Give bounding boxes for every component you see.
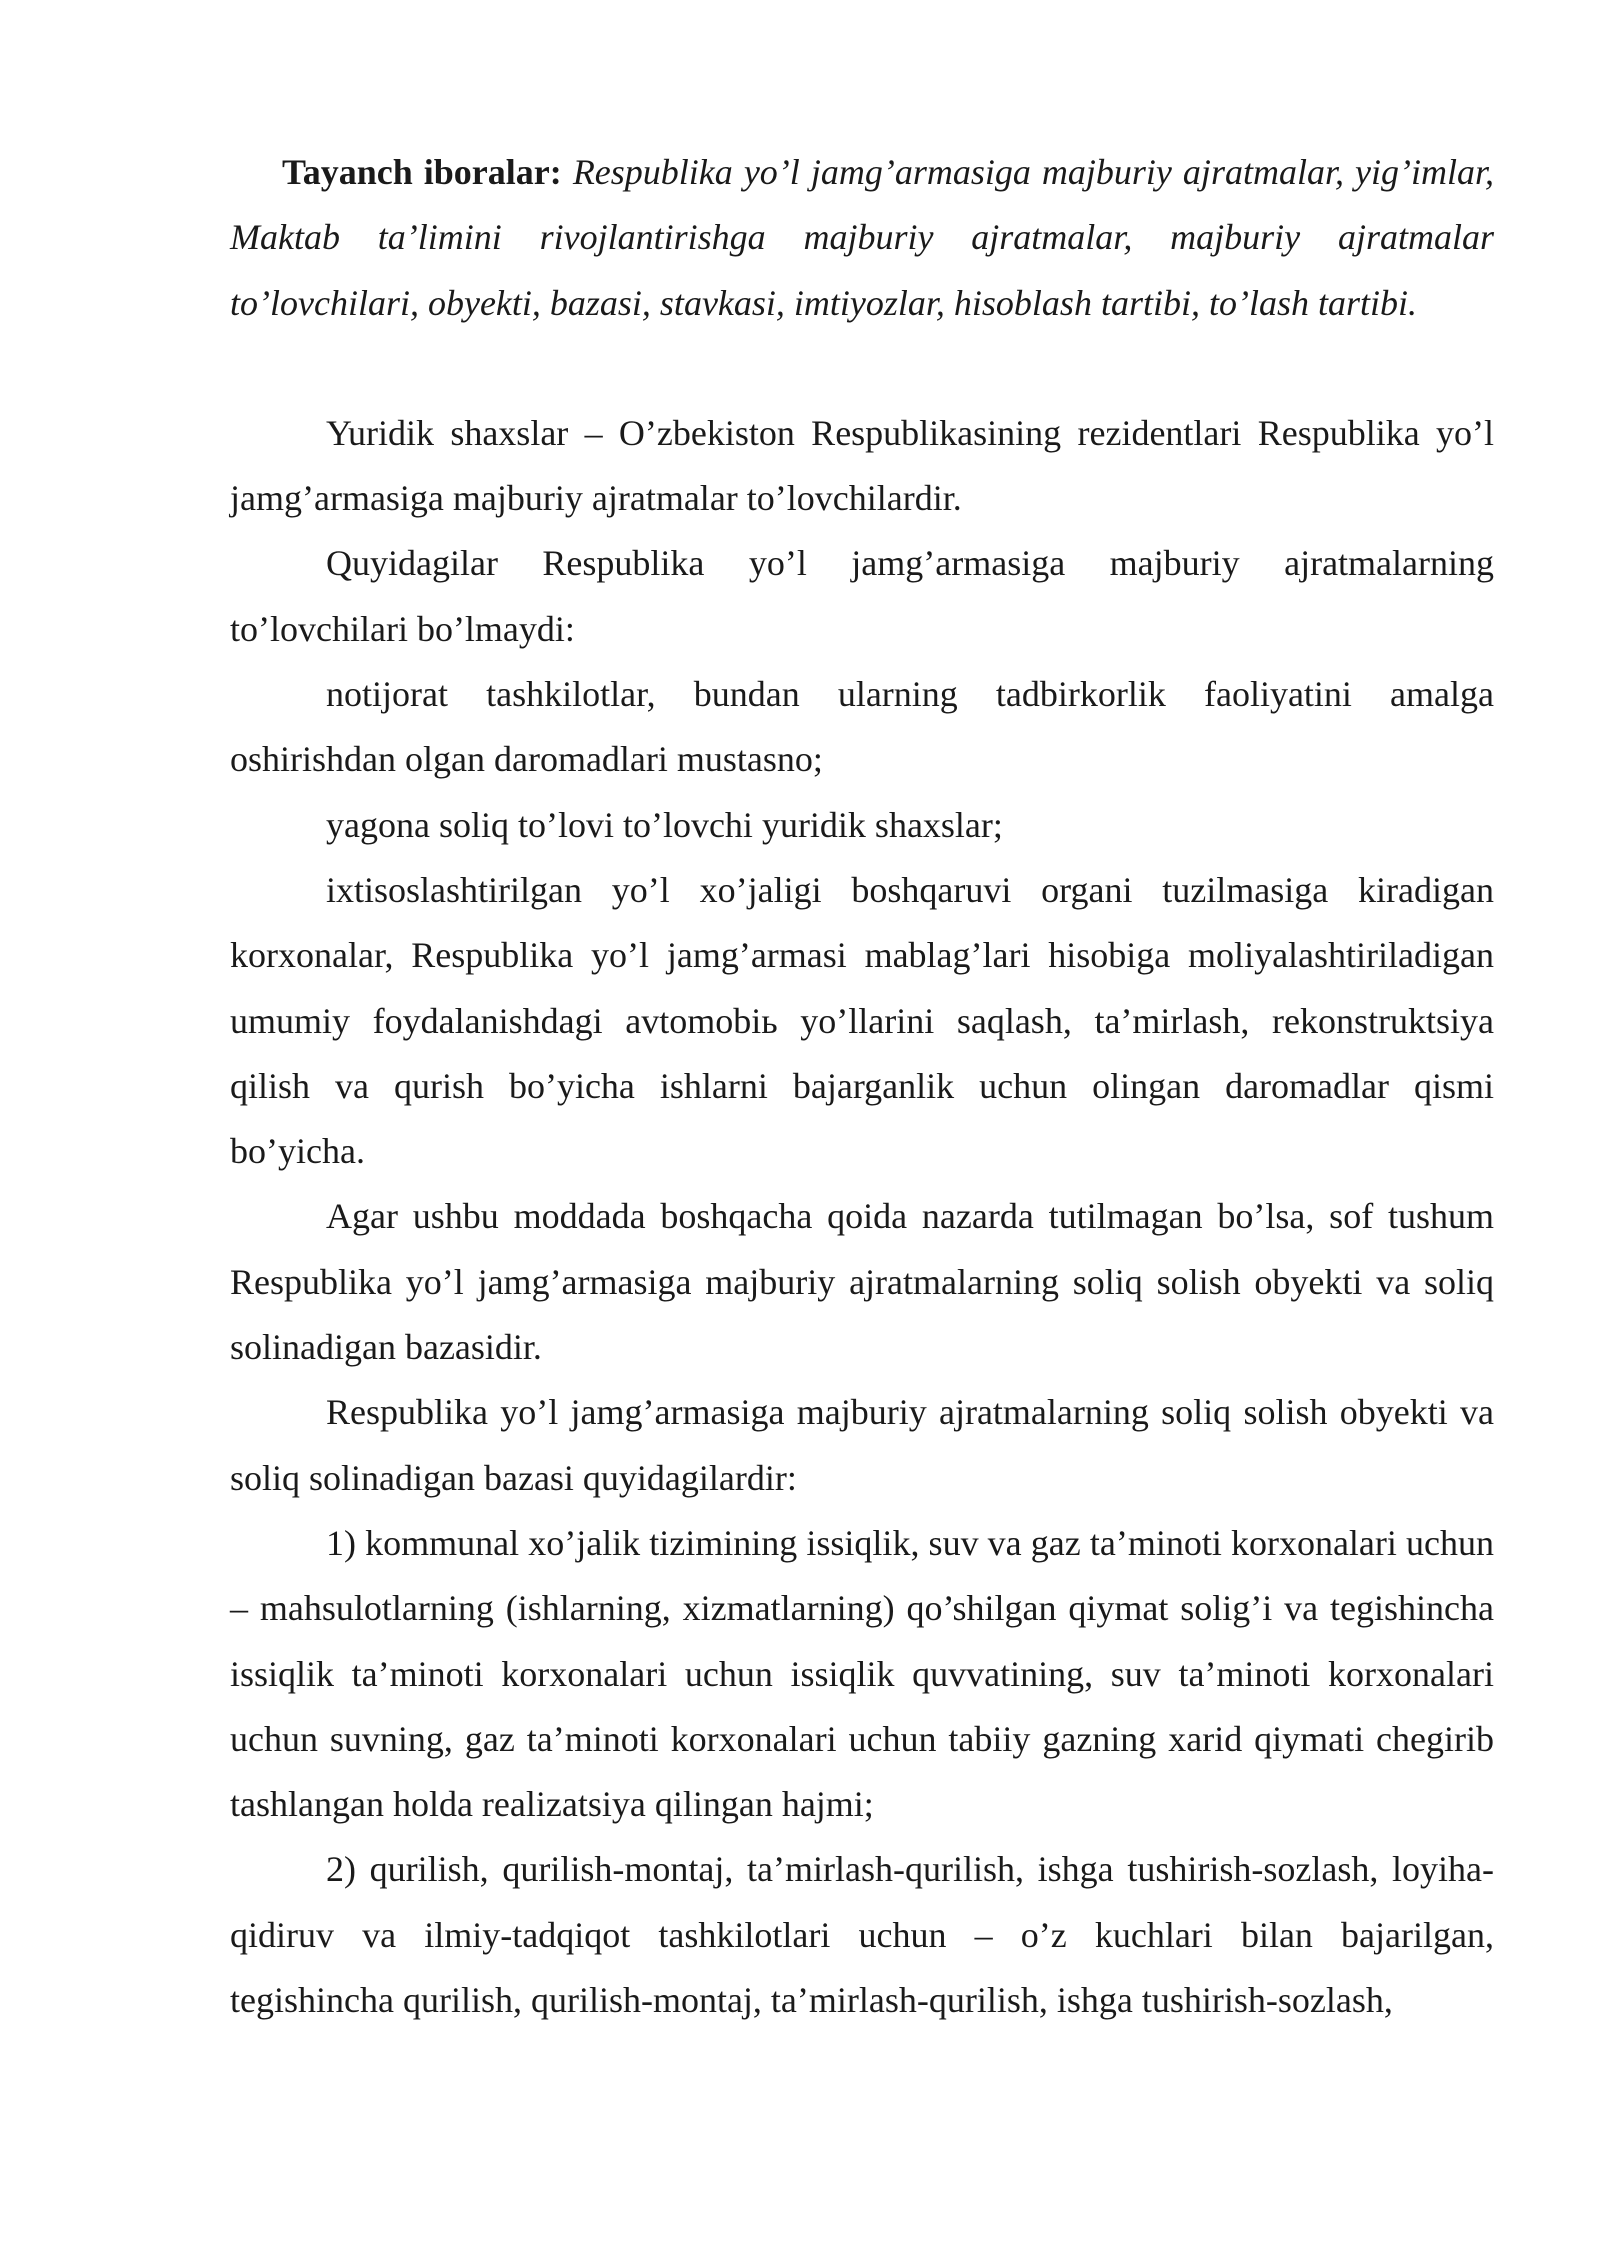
- paragraph: Agar ushbu moddada boshqacha qoida nazarda tutilmagan bo’lsa, sof tushum Respublika yo’l jamg’armasiga majburiy ajratmalarning soliq solish obyekti va soliq solinadigan bazasidir.: [230, 1196, 1494, 1368]
- keywords-label: Tayanch iboralar:: [282, 152, 562, 192]
- paragraph: yagona soliq to’lovi to’lovchi yuridik shaxslar;: [326, 804, 1003, 845]
- paragraph: 1) kommunal xo’jalik tizimining issiqlik, suv va gaz ta’minoti korxonalari uchun – mahsulotlarning (ishlarning, xizmatlarning) qo’shilgan qiymat solig’i va tegishincha issiqlik ta’minoti korxonalari uchun issiqlik quvvatining, suv ta’minoti korxonalari uchun suvning, gaz ta’minoti korxonalari uchun tabiiy gazning xarid qiymati chegirib tashlangan holda realizatsiya qilingan hajmi;: [230, 1522, 1494, 1825]
- keywords-text: Respublika yo’l jamg’armasiga majburiy ajratmalar, yig’imlar, Maktab ta’limini rivojlantirishga majburiy ajratmalar, majburiy ajratmalar to’lovchilari, obyekti, bazasi, stavkasi, imtiyozlar, hisoblash tartibi, to’lash tartibi.: [230, 152, 1495, 323]
- paragraph: Yuridik shaxslar – O’zbekiston Respublikasining rezidentlari Respublika yo’l jamg’armasiga majburiy ajratmalar to’lovchilardir.: [230, 412, 1494, 519]
- keywords-paragraph: [230, 140, 1494, 336]
- document-body: [230, 140, 1494, 2033]
- paragraph: Respublika yo’l jamg’armasiga majburiy ajratmalarning soliq solish obyekti va soliq solinadigan bazasi quyidagilardir:: [230, 1392, 1494, 1498]
- paragraph: Quyidagilar Respublika yo’l jamg’armasiga majburiy ajratmalarning to’lovchilari bo’lmaydi:: [230, 543, 1494, 649]
- paragraph: 2) qurilish, qurilish-montaj, ta’mirlash-qurilish, ishga tushirish-sozlash, loyiha-qidiruv va ilmiy-tadqiqot tashkilotlari uchun – o’z kuchlari bilan bajarilgan, tegishincha qurilish, qurilish-montaj, ta’mirlash-qurilish, ishga tushirish-sozlash,: [230, 1849, 1494, 2021]
- paragraph: notijorat tashkilotlar, bundan ularning tadbirkorlik faoliyatini amalga oshirishdan olgan daromadlari mustasno;: [230, 674, 1494, 780]
- paragraph: ixtisoslashtirilgan yo’l xo’jaligi boshqaruvi organi tuzilmasiga kiradigan korxonalar, Respublika yo’l jamg’armasi mablag’lari hisobiga moliyalashtiriladigan umumiy foydalanishdagi avtomobiь yo’llarini saqlash, ta’mirlash, rekonstruktsiya qilish va qurish bo’yicha ishlarni bajarganlik uchun olingan daromadlar qismi bo’yicha.: [230, 869, 1494, 1172]
